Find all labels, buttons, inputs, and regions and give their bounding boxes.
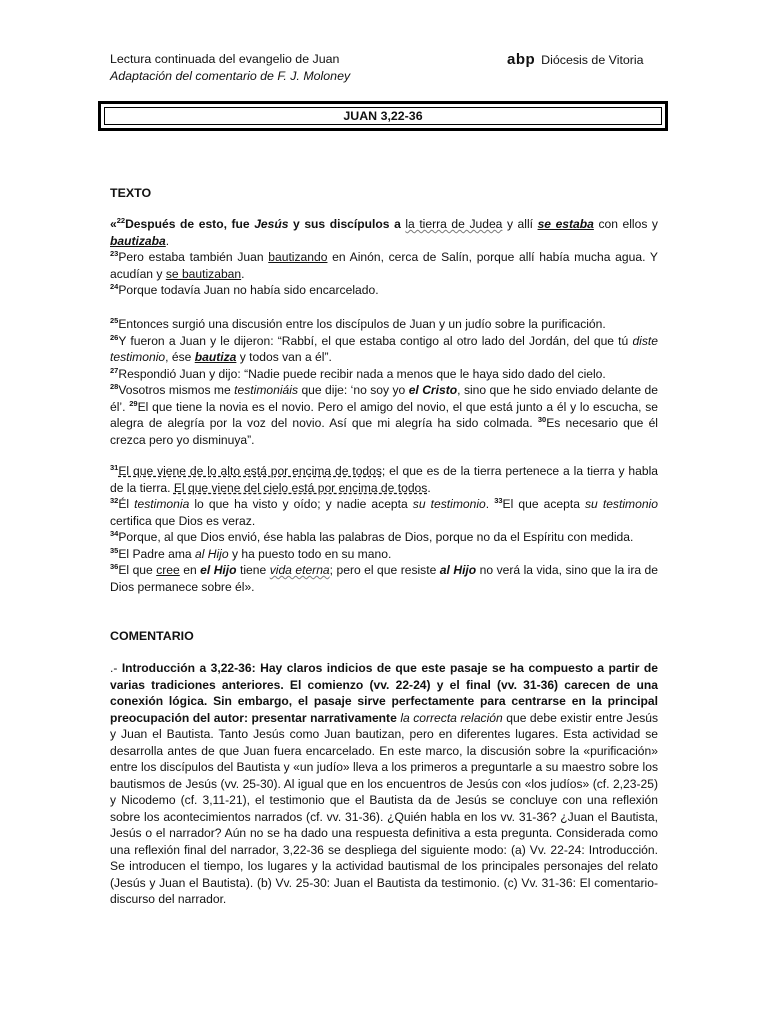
- comentario-paragraph: .- Introducción a 3,22-36: Hay claros indicios de que este pasaje se ha compuesto a partir de varias tradiciones anteriores. El comienzo (vv. 22-24) y el final (vv. 31-36) carecen de una conexión lógica. Sin embargo, el pasaje sirve perfectamente para centrarse en la principal preocupación del autor: presentar narrativamente la correcta relación que debe existir entre Jesús y Juan el Bautista. Tanto Jesús como Juan bautizan, pero en diferentes lugares. Esta actividad se desarrolla antes de que Juan fuera encarcelado. En este marco, la discusión sobre la «purificación» entre los discípulos del Bautista y «un judío» lleva a los primeros a preguntarle a su maestro sobre los bautismos de Jesús (vv. 25-30). Al igual que en los encuentros de Jesús con «los judíos» (cf. 2,23-25) y Nicodemo (cf. 3,11-21), el testimonio que el Bautista da de Jesús se concluye con una reflexión sobre los acontecimientos narrados (cf. vv. 31-36). ¿Quién habla en los vv. 31-36? ¿Juan el Bautista, Jesús o el narrador? Aún no se ha dado una respuesta definitiva a esta pregunta. Considerada como una reflexión final del narrador, 3,22-36 se despliega del siguiente modo: (a) Vv. 22-24: Introducción. Se introducen el tiempo, los lugares y la actividad bautismal de los principales personajes del relato (Jesús y Juan el Bautista). (b) Vv. 25-30: Juan el Bautista da testimonio. (c) Vv. 31-36: El comentario-discurso del narrador.: [110, 661, 659, 906]
- header-left: [110, 51, 350, 85]
- verse-24: $^{24}$Porque todavía Juan no había sido encarcelado.: [110, 281, 379, 297]
- header-subtitle: Adaptación del comentario de F. J. Moloney: [110, 69, 351, 83]
- verse-34: $^{34}$Porque, al que Dios envió, ése habla las palabras de Dios, porque no da el Espíritu con medida.: [110, 528, 634, 544]
- verses-block-3: [110, 463, 658, 595]
- verse-22: «$^{22}$Después de esto, fue Jesús y sus discípulos a la tierra de Judea y allí se estaba con ellos y bautizaba.: [110, 215, 658, 248]
- verses-block-1: [110, 216, 658, 299]
- verse-27: $^{27}$Respondió Juan y dijo: “Nadie puede recibir nada a menos que le haya sido dado del cielo.: [110, 365, 606, 381]
- verse-25: $^{25}$Entonces surgió una discusión entre los discípulos de Juan y un judío sobre la purificación.: [110, 315, 606, 331]
- header-org: Diócesis de Vitoria: [541, 53, 644, 67]
- verse-26: $^{26}$Y fueron a Juan y le dijeron: “Rabbí, el que estaba contigo al otro lado del Jordán, del que tú diste testimonio, ése bautiza y todos van a él”.: [110, 332, 658, 364]
- verse-28: $^{28}$Vosotros mismos me testimoniáis que dije: ‘no soy yo el Cristo, sino que he sido enviado delante de él’. $^{29}$El que tiene la novia es el novio. Pero el amigo del novio, el que está junto a él y lo escucha, se alegra de alegría por la voz del novio. Así que mi alegría ha sido colmada. $^{30}$Es necesario que él crezca pero yo disminuya”.: [110, 381, 659, 447]
- texto-heading: TEXTO: [110, 186, 152, 200]
- verse-31: $^{31}$El que viene de lo alto está por encima de todos; el que es de la tierra pertenece a la tierra y habla de la tierra. El que viene del cielo está por encima de todos.: [110, 462, 658, 495]
- verse-23: $^{23}$Pero estaba también Juan bautizando en Ainón, cerca de Salín, porque allí había mucha agua. Y acudían y se bautizaban.: [110, 248, 659, 281]
- verses-block-2: [110, 316, 658, 448]
- verse-35: $^{35}$El Padre ama al Hijo y ha puesto todo en su mano.: [110, 545, 392, 561]
- abp-logo: abp: [507, 51, 536, 68]
- title-box-text: JUAN 3,22-36: [104, 107, 662, 125]
- title-box: [98, 101, 668, 131]
- verse-36: $^{36}$El que cree en el Hijo tiene vida eterna; pero el que resiste al Hijo no verá la vida, sino que la ira de Dios permanece sobre él».: [110, 561, 658, 594]
- verse-32: $^{32}$Él testimonia lo que ha visto y oído; y nadie acepta su testimonio. $^{33}$El que acepta su testimonio certifica que Dios es veraz.: [110, 495, 658, 528]
- comentario-block: [110, 660, 658, 908]
- header-right: [507, 51, 644, 69]
- header-title: Lectura continuada del evangelio de Juan: [110, 52, 340, 66]
- comentario-heading: COMENTARIO: [110, 629, 194, 643]
